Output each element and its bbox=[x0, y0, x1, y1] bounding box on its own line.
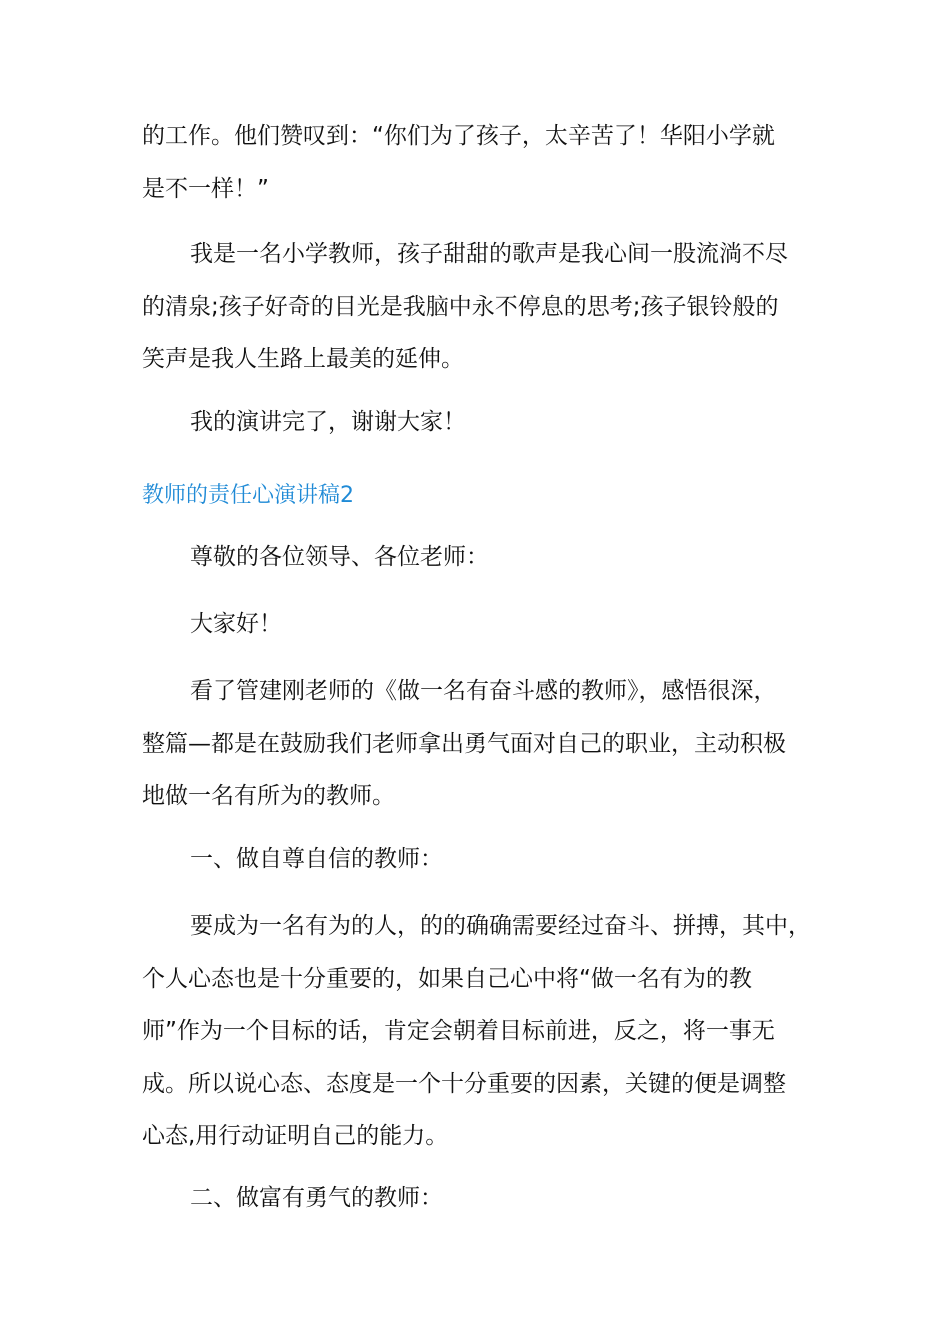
paragraph-9-line-1: 二、做富有勇气的教师： bbox=[190, 1185, 443, 1211]
paragraph-1-line-1: 的工作。他们赞叹到：“你们为了孩子，太辛苦了！华阳小学就 bbox=[142, 123, 775, 149]
paragraph-8-line-4: 成。所以说心态、态度是一个十分重要的因素，关键的便是调整 bbox=[142, 1070, 786, 1097]
paragraph-2-line-2: 的清泉;孩子好奇的目光是我脑中永不停息的思考;孩子银铃般的 bbox=[142, 293, 779, 320]
paragraph-5-line-1: 大家好！ bbox=[190, 611, 282, 637]
paragraph-9 bbox=[142, 1172, 810, 1225]
paragraph-3 bbox=[142, 396, 810, 449]
paragraph-7 bbox=[142, 833, 810, 886]
paragraph-1 bbox=[142, 110, 810, 215]
paragraph-8-line-3: 师”作为一个目标的话，肯定会朝着目标前进，反之，将一事无 bbox=[142, 1018, 775, 1044]
paragraph-8-line-5: 心态,用行动证明自己的能力。 bbox=[142, 1123, 449, 1149]
paragraph-6-line-3: 地做一名有所为的教师。 bbox=[142, 783, 395, 809]
paragraph-7-line-1: 一、做自尊自信的教师： bbox=[190, 846, 443, 872]
paragraph-2-line-1: 我是一名小学教师，孩子甜甜的歌声是我心间一股流淌不尽 bbox=[190, 241, 788, 267]
paragraph-8-line-1: 要成为一名有为的人，的的确确需要经过奋斗、拼搏，其中， bbox=[190, 913, 811, 939]
paragraph-2 bbox=[142, 228, 810, 386]
section-heading: 教师的责任心演讲稿2 bbox=[142, 483, 354, 508]
paragraph-6-line-2: 整篇—都是在鼓励我们老师拿出勇气面对自己的职业，主动积极 bbox=[142, 730, 786, 757]
paragraph-3-line-1: 我的演讲完了，谢谢大家！ bbox=[190, 409, 466, 435]
paragraph-6 bbox=[142, 665, 810, 823]
paragraph-1-line-2: 是不一样！” bbox=[142, 175, 269, 202]
paragraph-8 bbox=[142, 900, 810, 1163]
paragraph-2-line-3: 笑声是我人生路上最美的延伸。 bbox=[142, 346, 464, 372]
paragraph-8-line-2: 个人心态也是十分重要的，如果自己心中将“做一名有为的教 bbox=[142, 965, 752, 992]
paragraph-6-line-1: 看了管建刚老师的《做一名有奋斗感的教师》，感悟很深， bbox=[190, 678, 777, 704]
paragraph-5 bbox=[142, 598, 810, 651]
paragraph-4-line-1: 尊敬的各位领导、各位老师： bbox=[190, 544, 489, 570]
paragraph-4 bbox=[142, 531, 810, 584]
